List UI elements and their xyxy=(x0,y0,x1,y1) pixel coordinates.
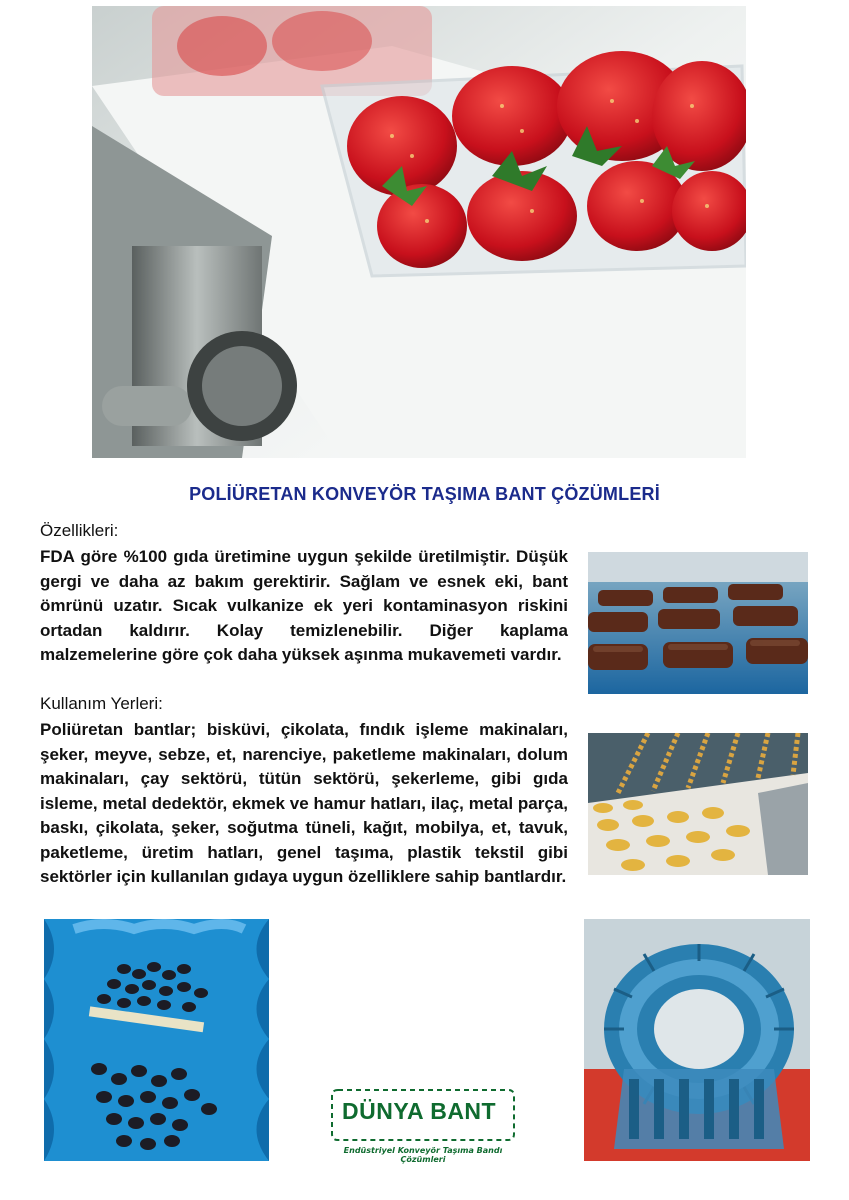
photo-cookies-conveyor xyxy=(588,733,808,875)
usage-heading: Kullanım Yerleri: xyxy=(40,694,163,713)
brand-logo xyxy=(328,1086,518,1162)
logo-name: DÜNYA BANT xyxy=(342,1098,497,1124)
logo-tagline: Endüstriyel Konveyör Taşıma Bandı Çözümleri xyxy=(343,1146,503,1164)
hero-photo-strawberries xyxy=(92,6,746,458)
photo-chocolate-bars xyxy=(588,552,808,694)
photo-olives-belt xyxy=(44,919,269,1161)
usage-paragraph: Poliüretan bantlar; bisküvi, çikolata, fındık işleme makinaları, şeker, meyve, sebze, et, narenciye, paketleme makinaları, dolum makinaları, çay sektörü, tütün sektörü, şekerleme, gibi gıda isleme, metal dedektör, ekmek ve hamur hatları, ilaç, metal parça, baskı, çikolata, şeker, soğutma tüneli, kağıt, mobilya, et, tavuk, paketleme, üretim hatları, genel taşıma, plastik tekstil gibi sektörler için kullanılan gıdaya uygun özelliklere sahip bantlardır. xyxy=(40,720,568,886)
features-heading: Özellikleri: xyxy=(40,521,119,540)
page-title: POLİÜRETAN KONVEYÖR TAŞIMA BANT ÇÖZÜMLERİ xyxy=(189,484,660,504)
features-paragraph: FDA göre %100 gıda üretimine uygun şekilde üretilmiştir. Düşük gergi ve daha az bakım gerektirir. Sağlam ve esnek eki, bant ömrünü uzatır. Sıcak vulkanize ek yeri kontaminasyon riskini ortadan kaldırır. Kolay temizlenebilir. Diğer kaplama malzemelerine göre çok daha yüksek aşınma mukavemeti vardır. xyxy=(40,547,568,664)
photo-coiled-belt xyxy=(584,919,810,1161)
